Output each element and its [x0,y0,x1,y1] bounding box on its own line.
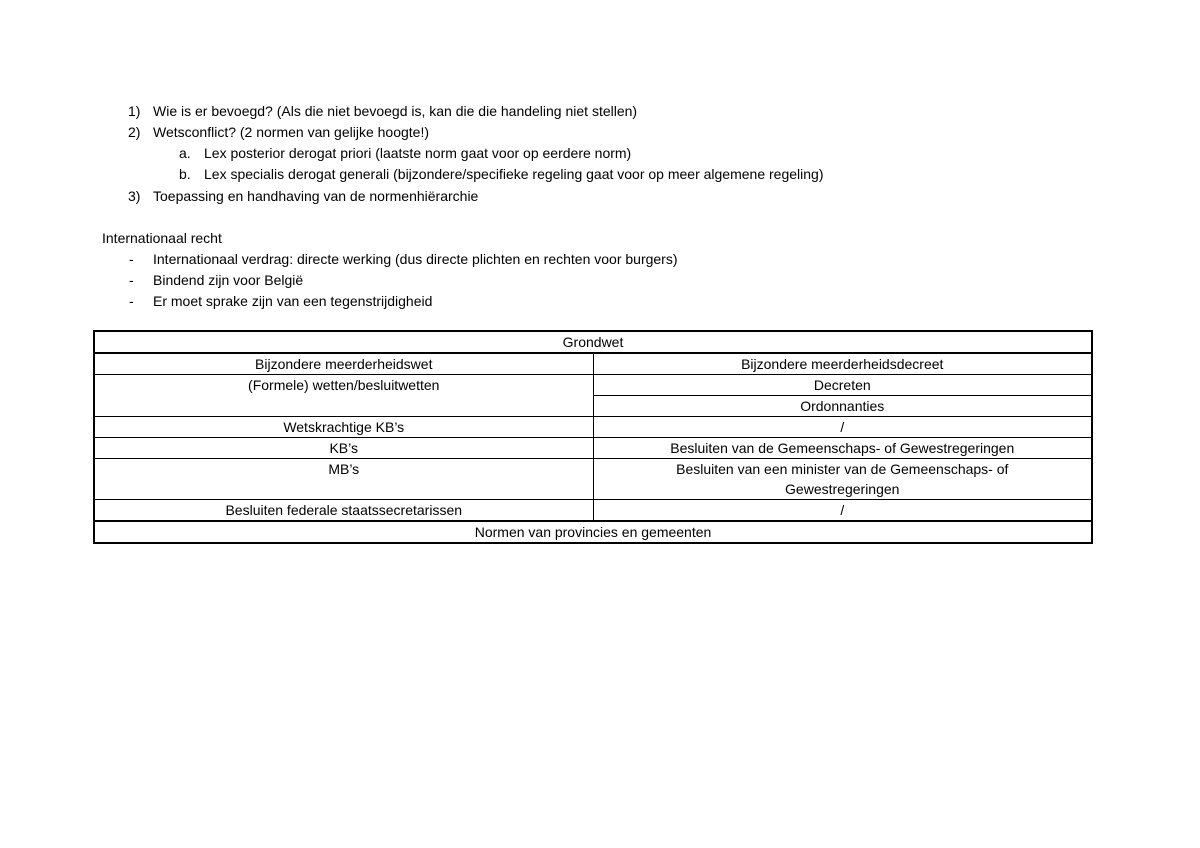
table-cell: Bijzondere meerderheidsdecreet [593,353,1092,375]
table-cell: Wetskrachtige KB’s [94,417,593,438]
table-row [94,417,1092,438]
table-row [94,331,1092,353]
table-cell: (Formele) wetten/besluitwetten [94,375,593,417]
list-marker: a. [179,145,191,161]
table-row [94,438,1092,459]
list-marker: b. [179,166,191,182]
list-text: Wie is er bevoegd? (Als die niet bevoegd is, kan die die handeling niet stellen) [153,103,638,119]
table-cell: Besluiten federale staatssecretarissen [94,500,593,522]
table-cell-grondwet: Grondwet [94,331,1092,353]
bullet-text: Internationaal verdrag: directe werking (dus directe plichten en rechten voor burgers) [153,251,678,267]
table-cell: Decreten [593,375,1092,396]
bullet-marker: - [129,272,134,288]
bullet-marker: - [129,251,134,267]
table-cell: / [593,500,1092,522]
table-row [94,521,1092,543]
table-cell: / [593,417,1092,438]
list-marker: 3) [128,188,141,204]
list-text: Wetsconflict? (2 normen van gelijke hoogte!) [153,124,429,140]
table-row [94,353,1092,375]
list-text: Toepassing en handhaving van de normenhiërarchie [153,188,479,204]
table-cell: Besluiten van een minister van de Gemeenschaps- of Gewestregeringen [593,459,1092,500]
table-cell: KB’s [94,438,593,459]
section-heading: Internationaal recht [102,230,222,246]
list-text: Lex specialis derogat generali (bijzondere/specifieke regeling gaat voor op meer algemene regeling) [204,166,824,182]
bullet-marker: - [129,293,134,309]
bullet-text: Bindend zijn voor België [153,272,304,288]
table-row [94,500,1092,522]
table-cell: Bijzondere meerderheidswet [94,353,593,375]
bullet-text: Er moet sprake zijn van een tegenstrijdigheid [153,293,433,309]
list-marker: 1) [128,103,141,119]
table-cell: MB’s [94,459,593,500]
norm-hierarchy-table [93,330,1093,544]
list-marker: 2) [128,124,141,140]
table-cell-provincies: Normen van provincies en gemeenten [94,521,1092,543]
table-cell: Besluiten van de Gemeenschaps- of Gewestregeringen [593,438,1092,459]
table-row [94,459,1092,500]
list-text: Lex posterior derogat priori (laatste norm gaat voor op eerdere norm) [204,145,632,161]
table-row [94,375,1092,396]
table-cell: Ordonnanties [593,396,1092,417]
